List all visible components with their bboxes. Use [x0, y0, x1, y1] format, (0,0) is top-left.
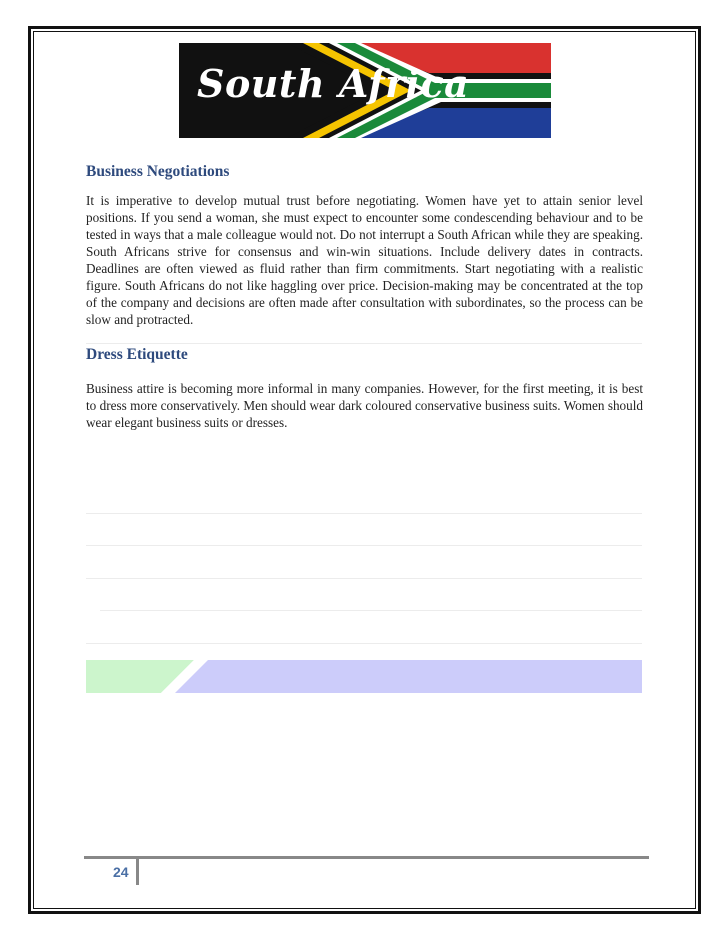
paragraph-dress-etiquette: Business attire is becoming more informal in many companies. However, for the first meeting, it is best to dress more conservatively. Men should wear dark coloured conservative business suits. Women should wear elegant business suits or dresses.	[86, 381, 643, 430]
divider	[86, 343, 642, 344]
paragraph-business-negotiations: It is imperative to develop mutual trust before negotiating. Women have yet to attain senior level positions. If you send a woman, she must expect to encounter some condescending behaviour and to be tested in ways that a male colleague would not. Do not interrupt a South African while they are speaking. South Africans strive for consensus and win-win situations. Include delivery dates in contracts. Deadlines are often viewed as fluid rather than firm commitments. Start negotiating with a realistic figure. South Africans do not like haggling over price. Decision-making may be concentrated at the top of the company and decisions are often made after consultation with subordinates, so the process can be slow and protracted.	[86, 193, 643, 327]
heading-dress-etiquette: Dress Etiquette	[86, 346, 188, 363]
faint-rule	[86, 578, 642, 579]
faint-rule	[86, 643, 642, 644]
footer-separator	[136, 858, 139, 885]
heading-business-negotiations: Business Negotiations	[86, 163, 230, 180]
south-africa-banner	[179, 43, 551, 138]
faint-rule	[86, 513, 642, 514]
faint-rule	[86, 545, 642, 546]
flag-color-band	[86, 660, 642, 693]
banner-title: South Africa	[197, 61, 470, 106]
flag-band-graphic	[86, 660, 642, 693]
footer-rule	[84, 856, 649, 859]
faint-rule	[100, 610, 642, 611]
page-number: 24	[113, 864, 129, 880]
